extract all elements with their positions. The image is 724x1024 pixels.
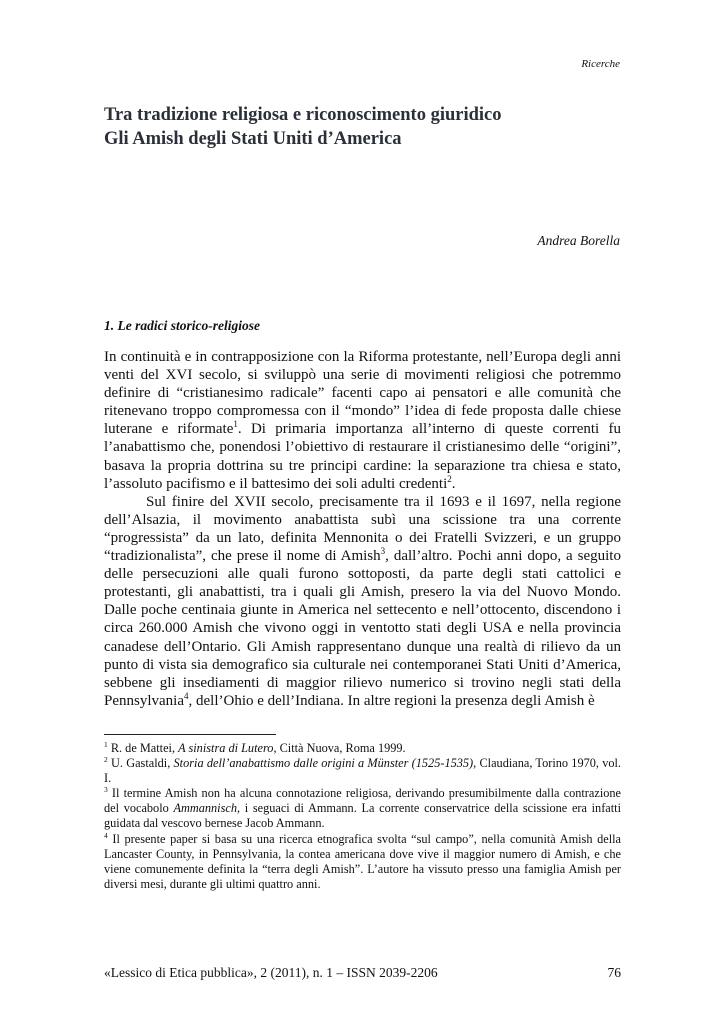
footnote-text: Il termine Amish non ha alcuna connotazione religiosa, derivando presumibilmente dalla contrazione del vocabolo <box>104 786 621 816</box>
page-number: 76 <box>607 965 621 980</box>
author-name: Andrea Borella <box>537 233 620 248</box>
footnote-ref-3[interactable]: 3 <box>380 546 386 557</box>
footnote-text: R. de Mattei, <box>107 741 179 755</box>
footnote-number: 2 <box>104 755 108 764</box>
footnote-divider <box>104 734 276 735</box>
footnote-text: , Claudiana, Torino 1970, vol. I. <box>104 756 621 786</box>
footnote-2 <box>104 756 621 786</box>
paragraph-1-part-a: In continuità e in contrapposizione con la Riforma protestante, nell’Europa degli anni venti del XVI secolo, si sviluppò una serie di movimenti religiosi che potremmo definire di “cristianesimo radicale” facenti capo ai pensatori e alle comunità che ritenevano troppo compromessa con il “mondo” l’idea di fede proposta dalle chiese luterane e riformate <box>104 349 621 438</box>
paragraph-1-part-b: . Di primaria importanza all’interno di queste correnti fu l’anabattismo che, ponendosi l’obiettivo di restaurare il cristianesimo delle “origini”, basava la propria dottrina su tre principi cardine: la separazione tra chiesa e stato, l’assoluto pacifismo e il battesimo dei soli adulti credenti <box>104 421 621 492</box>
title-line-1: Tra tradizione religiosa e riconoscimento giuridico <box>104 105 502 125</box>
footnote-term: Ammannisch <box>173 801 237 816</box>
section-heading: 1. Le radici storico-religiose <box>104 318 260 333</box>
paragraph-2 <box>104 493 621 710</box>
footnote-number: 1 <box>104 739 108 749</box>
journal-citation: «Lessico di Etica pubblica», 2 (2011), n. 1 – ISSN 2039-2206 <box>104 965 438 980</box>
footnote-ref-4[interactable]: 4 <box>184 690 189 701</box>
running-head: Ricerche <box>581 58 620 70</box>
footnote-ref-1[interactable]: 1 <box>233 419 238 430</box>
footnote-book-title: Storia dell’anabattismo dalle origini a Münster (1525-1535) <box>173 756 474 771</box>
footnote-text: , Città Nuova, Roma 1999. <box>273 741 406 755</box>
paragraph-2-part-c: , dell’Ohio e dell’Indiana. In altre regioni la presenza degli Amish è <box>188 692 595 709</box>
footnote-ref-2[interactable]: 2 <box>447 473 452 484</box>
footnote-number: 4 <box>104 830 108 840</box>
body-text <box>104 348 621 710</box>
title-line-2: Gli Amish degli Stati Uniti d’America <box>104 129 402 149</box>
footnote-number: 3 <box>104 785 108 795</box>
paragraph-2-part-a: Sul finire del XVII secolo, precisamente tra il 1693 e il 1697, nella regione dell’Alsazia, il movimento anabattista subì una scissione tra una corrente “progressista” da un lato, definita Mennonita o dei Fratelli Svizzeri, e un gruppo “tradizionalista”, che prese il nome di Amish <box>104 493 621 565</box>
footnote-book-title: A sinistra di Lutero <box>178 741 274 755</box>
footnote-3 <box>104 786 621 831</box>
paragraph-1 <box>104 348 621 493</box>
footnote-4 <box>104 832 621 892</box>
paragraph-1-part-c: . <box>451 475 456 492</box>
paragraph-2-part-b: , dall’altro. Pochi anni dopo, a seguito delle persecuzioni alle quali furono sottoposti, da parte degli stati cattolici e protestanti, gli anabattisti, tra i quali gli Amish, presero la via del Nuovo Mondo. Dalle poche centinaia giunte in America nel settecento e nell’ottocento, discendono i circa 260.000 Amish che vivono oggi in ventotto stati degli USA e nella provincia canadese dell’Ontario. Gli Amish rappresentano dunque una realtà di rilievo da un punto di vista sia demografico sia culturale nei contemporanei Stati Uniti d’America, sebbene gli insediamenti di maggior rilievo numerico si trovino negli stati della Pennsylvania <box>104 548 621 709</box>
footnote-text: Il presente paper si basa su una ricerca etnografica svolta “sul campo”, nella comunità Amish della Lancaster County, in Pennsylvania, la contea americana dove vive il maggior numero di Amish, e che viene comunemente definita la “terra degli Amish”. L’autore ha vissuto presso una famiglia Amish per diversi mesi, durante gli ultimi quattro anni. <box>104 831 621 891</box>
footnote-1 <box>104 741 621 756</box>
footnote-text: U. Gastaldi, <box>107 756 174 771</box>
footnotes <box>104 741 621 892</box>
article-title <box>104 103 624 151</box>
footnote-text: , i seguaci di Ammann. La corrente conservatrice della scissione era infatti guidata dal vescovo bernese Jacob Ammann. <box>104 801 621 831</box>
